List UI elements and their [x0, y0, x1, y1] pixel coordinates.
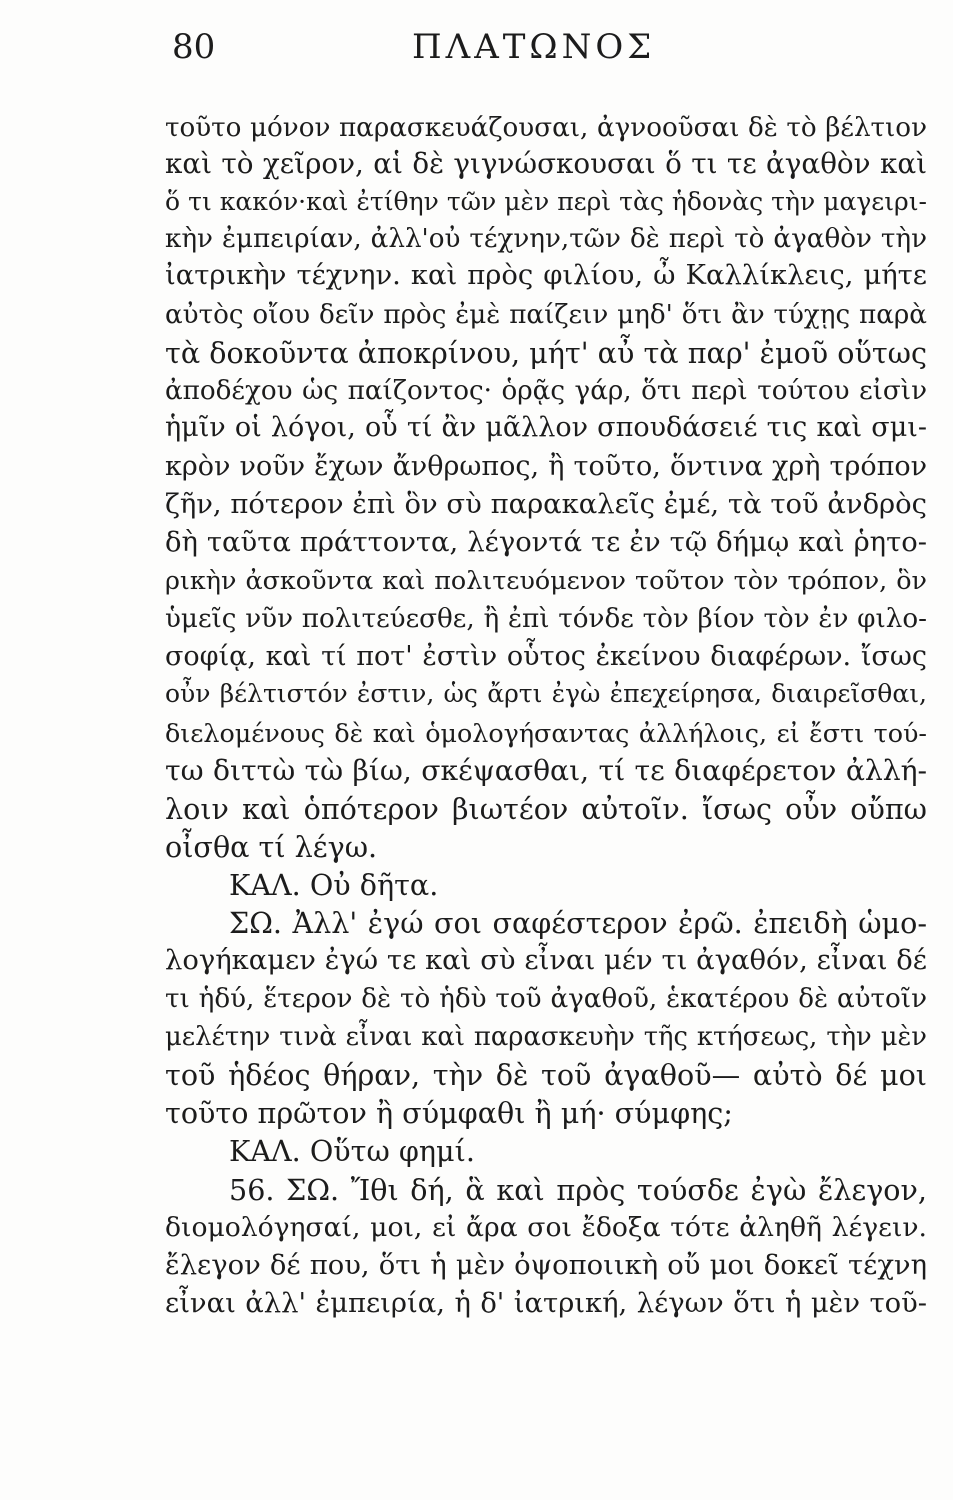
text-line: τὰ δοκοῦντα ἀποκρίνου, μήτ' αὖ τὰ παρ' ἐμοῦ οὕτως [165, 336, 927, 370]
text-line: ἡμῖν οἱ λόγοι, οὗ τί ἂν μᾶλλον σπουδάσειέ τις καὶ σμι- [165, 412, 927, 443]
text-line: μελέτην τινὰ εἶναι καὶ παρασκευὴν τῆς κτήσεως, τὴν μὲν [165, 1022, 927, 1052]
speaker-line: ΣΩ. Ἀλλ' ἐγώ σοι σαφέστερον ἐρῶ. ἐπειδὴ ὡμο- [229, 906, 927, 940]
text-line: εἶναι ἀλλ' ἐμπειρία, ἡ δ' ἰατρική, λέγων ὅτι ἡ μὲν τοῦ- [165, 1288, 927, 1319]
text-line: λοιν καὶ ὁπότερον βιωτέον αὐτοῖν. ἴσως οὖν οὔπω [165, 792, 927, 826]
text-line: οὖν βέλτιστόν ἐστιν, ὡς ἄρτι ἐγὼ ἐπεχείρησα, διαιρεῖσθαι, [165, 679, 927, 708]
text-line: οἶσθα τί λέγω. [165, 830, 378, 864]
text-line: ζῆν, πότερον ἐπὶ ὃν σὺ παρακαλεῖς ἐμέ, τὰ τοῦ ἀνδρὸς [165, 489, 927, 520]
text-line: τι ἡδύ, ἕτερον δὲ τὸ ἡδὺ τοῦ ἀγαθοῦ, ἑκατέρου δὲ αὐτοῖν [165, 984, 927, 1014]
page-number: 80 [172, 27, 216, 67]
text-line: τω διττὼ τὼ βίω, σκέψασθαι, τί τε διαφέρετον ἀλλή- [165, 754, 927, 787]
section-start-line: 56. ΣΩ. Ἴθι δή, ἃ καὶ πρὸς τούσδε ἐγὼ ἔλεγον, [229, 1173, 927, 1207]
text-line: τοῦτο μόνον παρασκευάζουσαι, ἀγνοοῦσαι δὲ τὸ βέλτιον [165, 113, 927, 143]
text-line: κρὸν νοῦν ἔχων ἄνθρωπος, ἢ τοῦτο, ὅντινα χρὴ τρόπον [165, 451, 927, 482]
text-line: τοῦτο πρῶτον ἢ σύμφαθι ἢ μή· σύμφης; [165, 1096, 733, 1130]
text-line: ἔλεγον δέ που, ὅτι ἡ μὲν ὀψοποιικὴ οὔ μοι δοκεῖ τέχνη [165, 1250, 927, 1281]
text-line: ἀποδέχου ὡς παίζοντος· ὁρᾷς γάρ, ὅτι περὶ τούτου εἰσὶν [165, 376, 927, 406]
text-line: ὅ τι κακόν·καὶ ἐτίθην τῶν μὲν περὶ τὰς ἡδονὰς τὴν μαγειρι- [165, 187, 927, 216]
text-line: διελομένους δὲ καὶ ὁμολογήσαντας ἀλλήλοις, εἰ ἔστι τού- [165, 718, 927, 748]
speaker-line: ΚΑΛ. Οὕτω φημί. [229, 1134, 475, 1168]
text-line: σοφίᾳ, καὶ τί ποτ' ἐστὶν οὗτος ἐκείνου διαφέρων. ἴσως [165, 641, 927, 672]
speaker-line: ΚΑΛ. Οὐ δῆτα. [229, 868, 439, 902]
running-head: ΠΛΑΤΩΝΟΣ [412, 27, 656, 67]
text-line: ὑμεῖς νῦν πολιτεύεσθε, ἢ ἐπὶ τόνδε τὸν βίον τὸν ἐν φιλο- [165, 604, 927, 634]
text-line: ἰατρικὴν τέχνην. καὶ πρὸς φιλίου, ὦ Καλλίκλεις, μήτε [165, 260, 927, 291]
text-line: καὶ τὸ χεῖρον, αἱ δὲ γιγνώσκουσαι ὅ τι τε ἀγαθὸν καὶ [165, 147, 927, 180]
text-line: διομολόγησαί, μοι, εἰ ἄρα σοι ἔδοξα τότε ἀληθῆ λέγειν. [165, 1212, 927, 1243]
text-line: κὴν ἐμπειρίαν, ἀλλ'οὐ τέχνην,τῶν δὲ περὶ τὸ ἀγαθὸν τὴν [165, 224, 927, 254]
text-line: ρικὴν ἀσκοῦντα καὶ πολιτευόμενον τοῦτον τὸν τρόπον, ὃν [165, 565, 927, 595]
text-line: αὐτὸς οἴου δεῖν πρὸς ἐμὲ παίζειν μηδ' ὅτι ἂν τύχῃς παρὰ [165, 300, 927, 330]
text-line: λογήκαμεν ἐγώ τε καὶ σὺ εἶναι μέν τι ἀγαθόν, εἶναι δέ [165, 945, 927, 976]
text-line: τοῦ ἡδέος θήραν, τὴν δὲ τοῦ ἀγαθοῦ— αὐτὸ δέ μοι [165, 1058, 927, 1092]
text-line: δὴ ταῦτα πράττοντα, λέγοντά τε ἐν τῷ δήμῳ καὶ ῥητο- [165, 527, 927, 558]
